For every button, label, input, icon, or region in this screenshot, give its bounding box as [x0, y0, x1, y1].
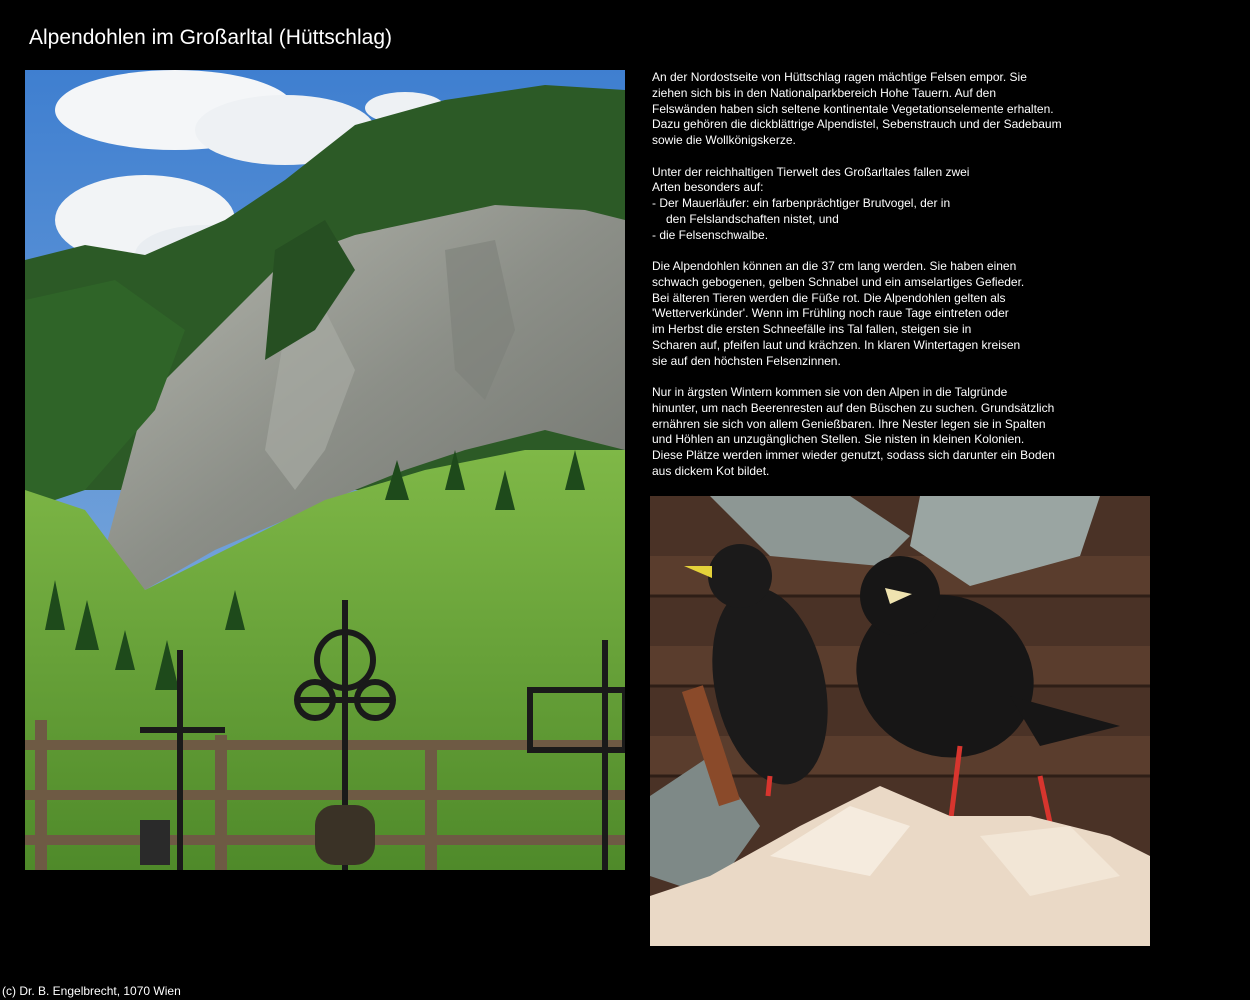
text-line: schwach gebogenen, gelben Schnabel und ein amselartiges Gefieder.: [652, 274, 1025, 289]
text-line: Arten besonders auf:: [652, 180, 764, 195]
description-text: [652, 70, 1082, 495]
paragraph-nordostseite: [652, 70, 1082, 149]
text-line: Scharen auf, pfeifen laut und krächzen. In klaren Wintertagen kreisen: [652, 337, 1021, 352]
text-line: Die Alpendohlen können an die 37 cm lang werden. Sie haben einen: [652, 259, 1017, 273]
text-line: im Herbst die ersten Schneefälle ins Tal fallen, steigen sie in: [652, 322, 972, 336]
alpine-chough-photo: [650, 496, 1150, 946]
text-line: den Felslandschaften nistet, und: [666, 211, 839, 226]
text-line: - Der Mauerläufer: ein farbenprächtiger Brutvogel, der in: [652, 196, 951, 210]
text-line: Nur in ärgsten Wintern kommen sie von den Alpen in die Talgründe: [652, 385, 1008, 399]
text-line: Bei älteren Tieren werden die Füße rot. Die Alpendohlen gelten als: [652, 290, 1006, 305]
text-line: Felswänden haben sich seltene kontinentale Vegetationselemente erhalten.: [652, 101, 1054, 116]
text-line: Diese Plätze werden immer wieder genutzt, sodass sich darunter ein Boden: [652, 448, 1055, 462]
text-line: ziehen sich bis in den Nationalparkbereich Hohe Tauern. Auf den: [652, 85, 997, 100]
paragraph-alpendohlen: [652, 259, 1082, 369]
text-line: 'Wetterverkünder'. Wenn im Frühling noch raue Tage eintreten oder: [652, 306, 1009, 321]
paragraph-winter: [652, 385, 1082, 480]
alpine-chough-image: [650, 496, 1150, 946]
text-line: ernähren sie sich von allem Genießbaren. Ihre Nester legen sie in Spalten: [652, 416, 1046, 431]
mountain-cemetery-photo: [25, 70, 625, 870]
text-line: Unter der reichhaltigen Tierwelt des Großarltales fallen zwei: [652, 164, 970, 179]
copyright-footer: (c) Dr. B. Engelbrecht, 1070 Wien: [2, 984, 181, 998]
text-line: und Höhlen an unzugänglichen Stellen. Sie nisten in kleinen Kolonien.: [652, 432, 1025, 447]
text-line: Dazu gehören die dickblättrige Alpendistel, Sebenstrauch und der Sadebaum: [652, 117, 1062, 132]
text-line: - die Felsenschwalbe.: [652, 227, 769, 242]
page-title: Alpendohlen im Großarltal (Hüttschlag): [29, 26, 392, 49]
mountain-cemetery-image: [25, 70, 625, 870]
text-line: An der Nordostseite von Hüttschlag ragen mächtige Felsen empor. Sie: [652, 70, 1027, 84]
text-line: sowie die Wollkönigskerze.: [652, 133, 796, 147]
paragraph-tierwelt: [652, 165, 1082, 244]
text-line: sie auf den höchsten Felsenzinnen.: [652, 353, 841, 368]
text-line: hinunter, um nach Beerenresten auf den Büschen zu suchen. Grundsätzlich: [652, 400, 1055, 415]
text-line: aus dickem Kot bildet.: [652, 463, 770, 478]
